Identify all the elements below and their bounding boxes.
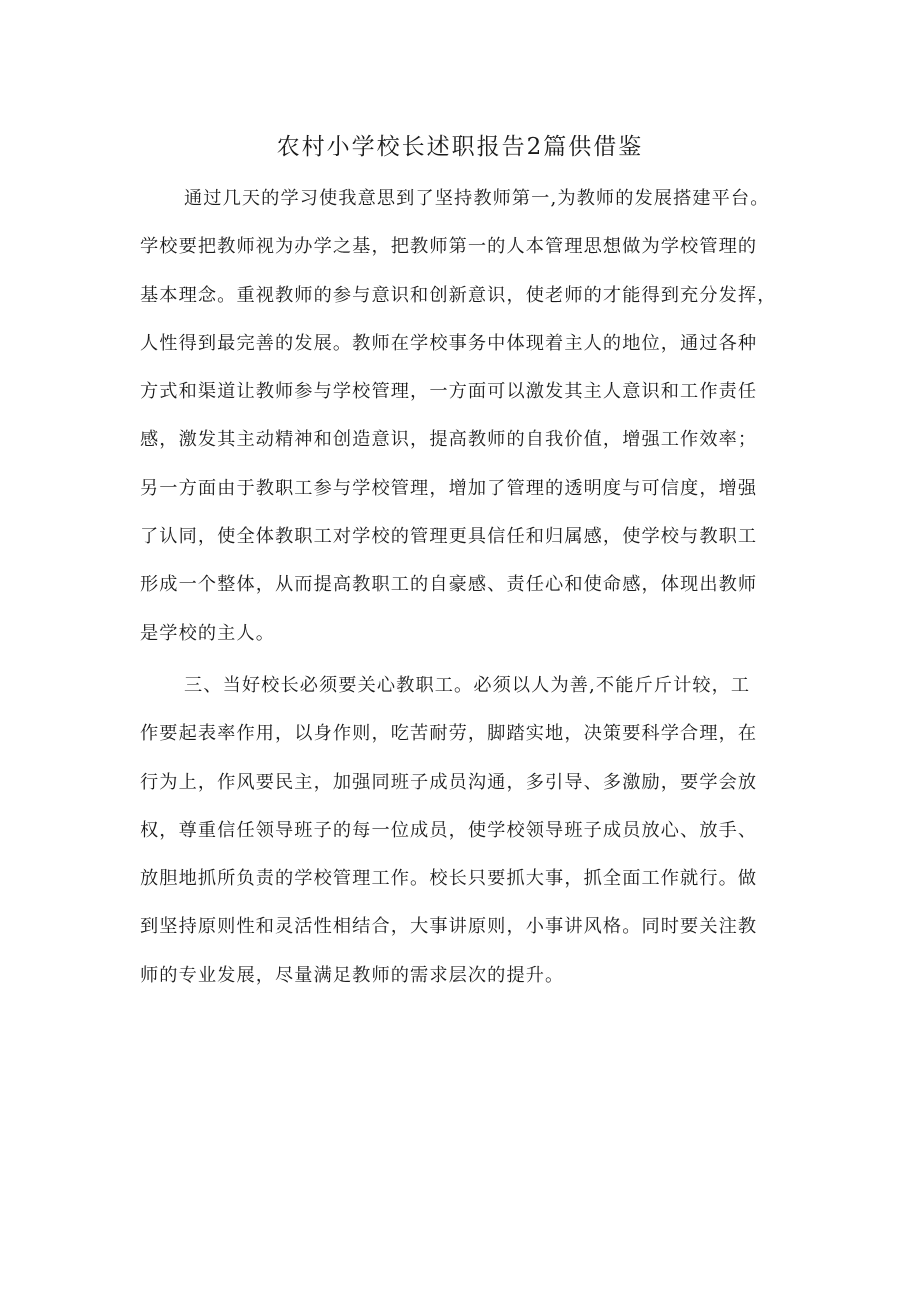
paragraph-line: 感，激发其主动精神和创造意识，提高教师的自我价值，增强工作效率；	[140, 429, 758, 451]
paragraph-line: 基本理念。重视教师的参与意识和创新意识，使老师的才能得到充分发挥，	[140, 284, 777, 306]
paragraph-line: 三、当好校长必须要关心教职工。必须以人为善,不能斤斤计较，工	[184, 675, 751, 696]
paragraph-line: 另一方面由于教职工参与学校管理，增加了管理的透明度与可信度，增强	[140, 477, 758, 499]
paragraph-line: 人性得到最完善的发展。教师在学校事务中体现着主人的地位，通过各种	[140, 332, 758, 354]
paragraph-line: 权，尊重信任领导班子的每一位成员，使学校领导班子成员放心、放手、	[140, 819, 758, 841]
paragraph-line: 了认同，使全体教职工对学校的管理更具信任和归属感，使学校与教职工	[140, 526, 758, 548]
paragraph-line: 方式和渠道让教师参与学校管理，一方面可以激发其主人意识和工作责任	[140, 381, 758, 403]
document-title: 农村小学校长述职报告2篇供借鉴	[276, 134, 644, 160]
paragraph-line: 形成一个整体，从而提高教职工的自豪感、责任心和使命感，体现出教师	[140, 574, 758, 596]
paragraph-line: 放胆地抓所负责的学校管理工作。校长只要抓大事，抓全面工作就行。做	[140, 868, 758, 890]
paragraph-line: 师的专业发展，尽量满足教师的需求层次的提升。	[140, 964, 565, 986]
paragraph-line: 是学校的主人。	[140, 622, 276, 644]
paragraph-line: 行为上，作风要民主，加强同班子成员沟通，多引导、多激励，要学会放	[140, 771, 758, 793]
paragraph-line: 作要起表率作用，以身作则，吃苦耐劳，脚踏实地，决策要科学合理，在	[140, 723, 758, 745]
paragraph-line: 学校要把教师视为办学之基，把教师第一的人本管理思想做为学校管理的	[140, 236, 758, 258]
paragraph-1	[140, 175, 780, 658]
paragraph-line: 通过几天的学习使我意思到了坚持教师第一,为教师的发展搭建平台。	[184, 188, 770, 209]
paragraph-2	[140, 662, 780, 1000]
paragraph-line: 到坚持原则性和灵活性相结合，大事讲原则，小事讲风格。同时要关注教	[140, 916, 758, 938]
